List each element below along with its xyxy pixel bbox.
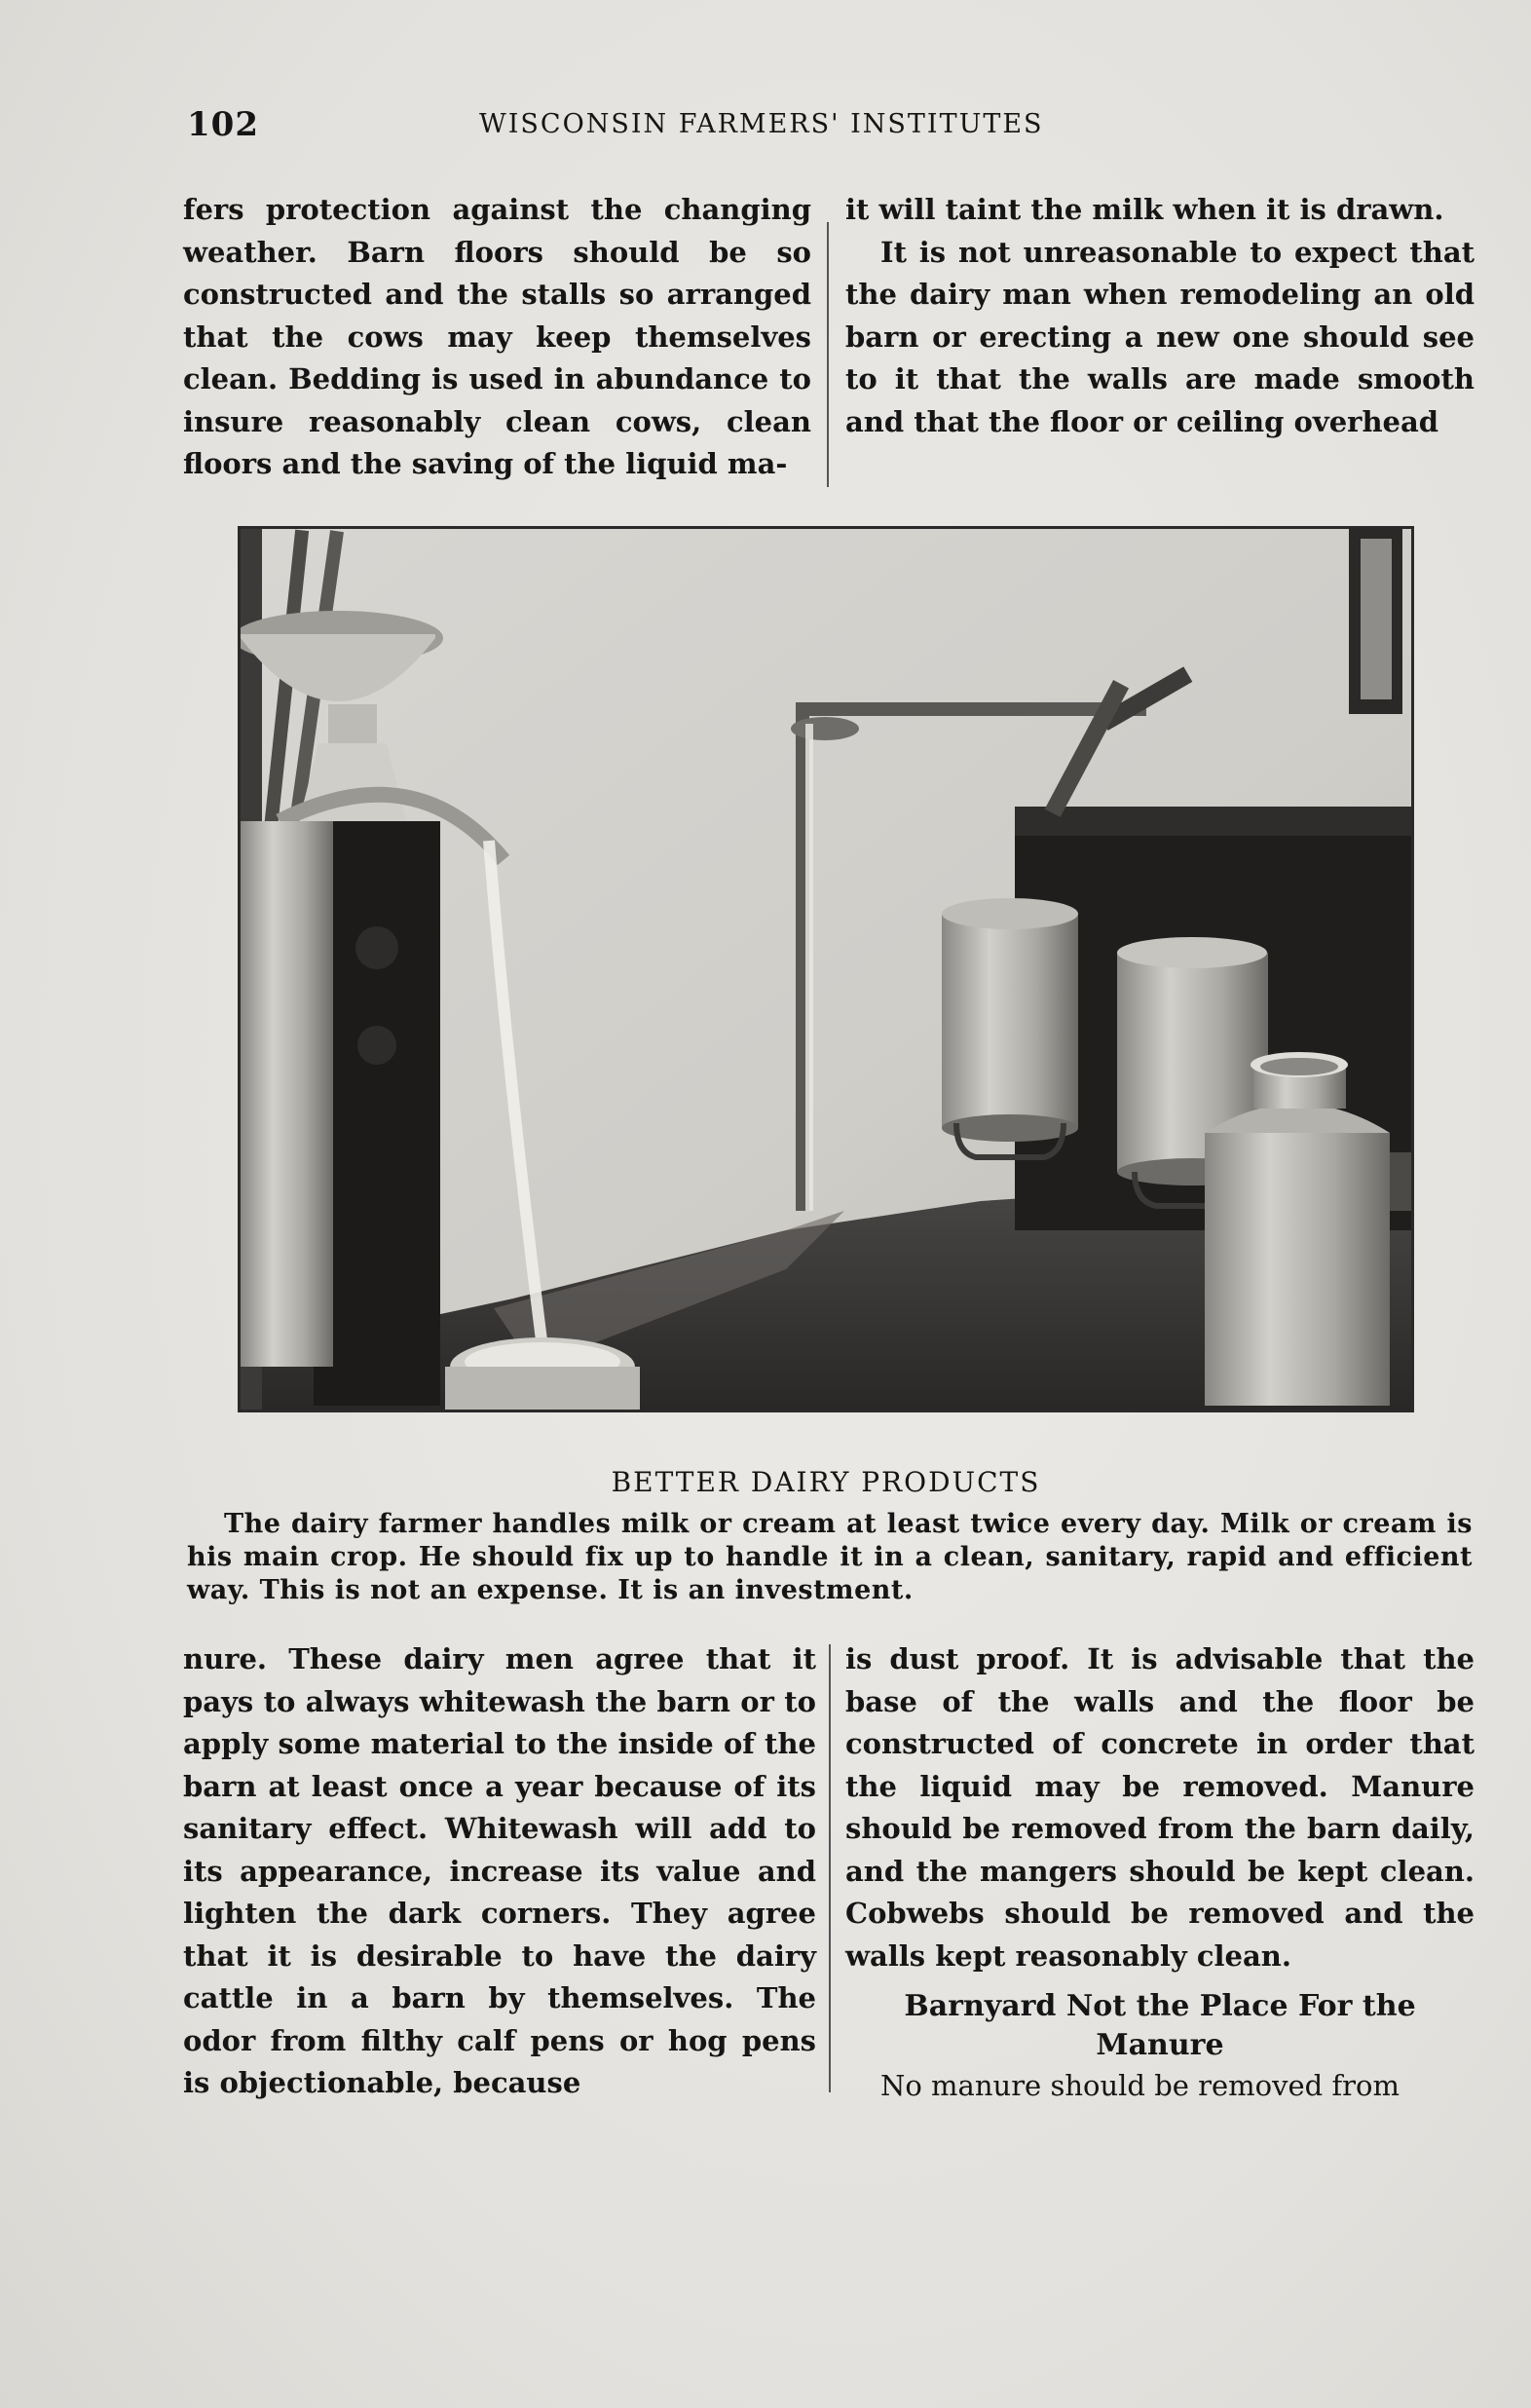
- section-heading: Barnyard Not the Place For the Manure: [904, 1989, 1416, 2062]
- running-title: WISCONSIN FARMERS' INSTITUTES: [479, 109, 1044, 139]
- page-header: [187, 105, 1473, 154]
- dairy-room-photograph: [238, 526, 1414, 1412]
- bottom-right-column: [845, 1638, 1475, 2108]
- page-number: 102: [187, 105, 259, 144]
- paragraph: fers protection against the changing weather. Barn floors should be so constructed and the stalls so arranged that the cows may keep themselves clean. Bedding is used in abundance to insure reasonably clean cows, clean floors and the saving of the liquid ma-: [183, 193, 811, 480]
- column-divider: [827, 222, 829, 487]
- bottom-left-column: [183, 1638, 816, 2105]
- photo-illustration: [241, 529, 1411, 1410]
- column-divider: [829, 1644, 831, 2092]
- paragraph: nure. These dairy men agree that it pays to always whitewash the barn or to apply some material to the inside of the barn at least once a year because of its sanitary effect. Whitewash will add to its appearance, increase its value and lighten the dark corners. They agree that it is desirable to have the dairy cattle in a barn by themselves. The odor from filthy calf pens or hog pens is objectionable, because: [183, 1642, 816, 2099]
- figure-caption-text: The dairy farmer handles milk or cream at least twice every day. Milk or cream is his main crop. He should fix up to handle it in a clean, sanitary, rapid and efficient way. This is not an expense. It is an investment.: [187, 1509, 1473, 1605]
- paragraph: It is not unreasonable to expect that the dairy man when remodeling an old barn or erecting a new one should see to it that the walls are made smooth and that the floor or ceiling overhead: [845, 235, 1475, 438]
- paragraph: is dust proof. It is advisable that the base of the walls and the floor be constructed of concrete in order that the liquid may be removed. Manure should be removed from the barn daily, and the mangers should be kept clean. Cobwebs should be removed and the walls kept reasonably clean.: [845, 1642, 1475, 1973]
- top-right-column: [845, 189, 1475, 443]
- top-left-column: [183, 189, 811, 486]
- paragraph: it will taint the milk when it is drawn.: [845, 193, 1444, 226]
- figure-caption-title: BETTER DAIRY PRODUCTS: [611, 1466, 1041, 1498]
- paragraph: No manure should be removed from: [880, 2069, 1400, 2102]
